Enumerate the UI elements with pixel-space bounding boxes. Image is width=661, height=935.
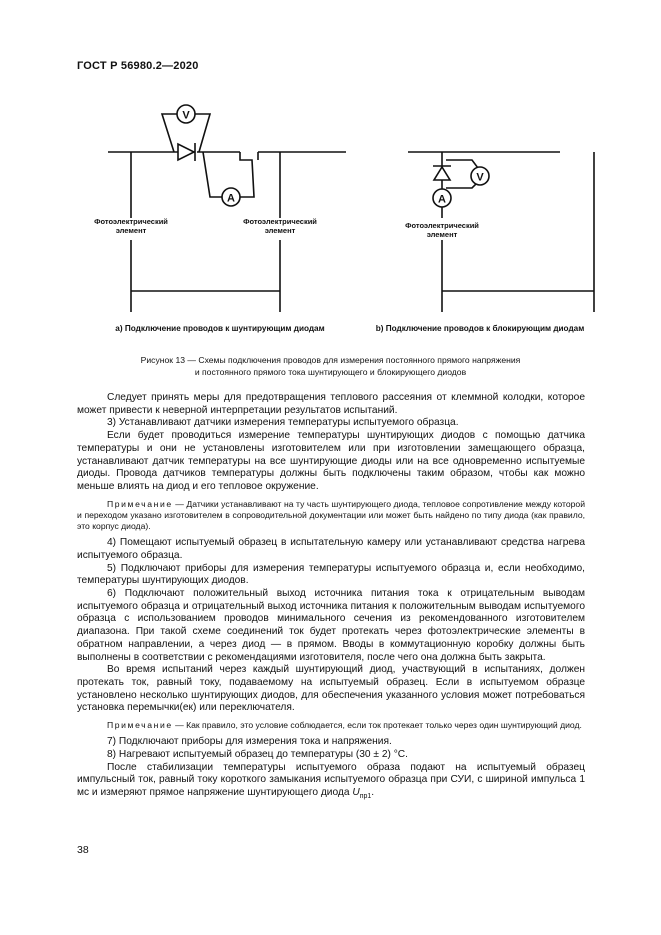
body-text [77,392,585,804]
left-ammeter-wire-l [203,152,222,197]
note-1-text: — Датчики устанавливают на ту часть шунтирующего диода, тепловое сопротивление между которой и переходом указано изготовителем в сопроводительной документации или может быть найдено по типу диода (как правило, это корпус диода). [77,498,585,532]
document-header: ГОСТ Р 56980.2—2020 [77,60,199,72]
variable-u: U [352,787,360,799]
left-element-label-2a: Фотоэлектрический [243,217,317,226]
right-diode-triangle [434,167,450,180]
right-subcaption: b) Подключение проводов к блокирующим диодам [375,324,585,333]
note-1 [77,499,585,533]
page-number: 38 [77,844,89,856]
left-element-label-1a: Фотоэлектрический [94,217,168,226]
paragraph-5: 5) Подключают приборы для измерения температуры испытуемого образца и, если необходимо, температуры шунтирующих диодов. [77,562,585,587]
paragraph-8: 7) Подключают приборы для измерения тока и напряжения. [107,736,392,748]
paragraph-10-main: После стабилизации температуры испытуемого образа подают на испытуемый образец импульсный ток, равный току короткого замыкания испытуемого образца при СУИ, с шириной импульса 1 мс и измеряют прямое напряжение шунтирующего диода [77,761,585,799]
paragraph-7: Во время испытаний через каждый шунтирующий диод, участвующий в испытаниях, должен протекать ток, равный току, подаваемому на испытуемый образец. Если в испытуемом образце установлено несколько шунтирующих диодов, для обеспечения указанного условия может потребоваться установка перемычки(ек) или переключателя. [77,664,585,714]
paragraph-1: Следует принять меры для предотвращения теплового рассеяния от клеммной колодки, которое может привести к неверной интерпретации результатов испытаний. [77,392,585,416]
note-1-label: Примечание [107,498,173,509]
figure-caption-line-1: Рисунок 13 — Схемы подключения проводов для измерения постоянного прямого напряжения [140,355,521,365]
left-diode-triangle [178,144,194,160]
paragraph-10-end: . [371,787,375,799]
paragraph-6: 6) Подключают положительный выход источника питания тока к отрицательным выводам испытуемого образца и отрицательный выход источника питания к положительным выводам испытуемого образца с использованием проводов минимального сечения из рекомендованного изготовителем диапазона. При такой схеме соединений ток будет протекать через фотоэлектрические элементы в обратном направлении, а через диод — в прямом. Вводы в коммутационную коробку должны быть выполнены в соответствии с рекомендациями изготовителя, после чего она должна быть закрыта. [77,588,585,663]
left-element-label-1b: элемент [115,226,147,235]
paragraph-2: 3) Устанавливают датчики измерения температуры испытуемого образца. [107,417,459,429]
note-2-label: Примечание [107,720,173,731]
left-voltmeter-wire-l [162,114,178,152]
left-voltmeter-wire-r [194,114,210,152]
figure-caption-line-2: и постоянного прямого тока шунтирующего и блокирующего диодов [194,366,467,377]
left-element-label-2b: элемент [264,226,296,235]
right-element-label-a: Фотоэлектрический [405,221,479,230]
right-voltmeter-symbol: V [476,171,484,184]
left-ammeter-symbol: A [227,192,235,205]
paragraph-4: 4) Помещают испытуемый образец в испытательную камеру или устанавливают средства нагрева испытуемого образца. [77,537,585,561]
left-voltmeter-symbol: V [182,109,190,122]
right-element-label-b: элемент [426,230,458,239]
paragraph-3: Если будет проводиться измерение температуры шунтирующих диодов с помощью датчика температуры и они не установлены изготовителем или при изготовлении замещающего образца, устанавливают датчик температуры на все шунтирующие диоды или на все одновременно испытуемые диоды. Провода датчиков температуры должны быть подключены таким образом, чтобы как можно меньше влиять на диод и его тепловое окружение. [77,430,585,492]
note-2 [77,720,585,731]
paragraph-10 [77,762,585,804]
note-2-text: — Как правило, это условие соблюдается, если ток протекает только через один шунтирующий диод. [172,720,582,731]
figure-caption [60,355,601,378]
left-subcaption: а) Подключение проводов к шунтирующим диодам [115,324,325,333]
variable-u-subscript: пр1 [359,793,372,801]
figure-13-schematics [0,90,661,350]
left-ammeter-wire-r [240,152,254,197]
right-ammeter-symbol: A [438,193,446,206]
paragraph-9: 8) Нагревают испытуемый образец до температуры (30 ± 2) °С. [107,748,408,760]
